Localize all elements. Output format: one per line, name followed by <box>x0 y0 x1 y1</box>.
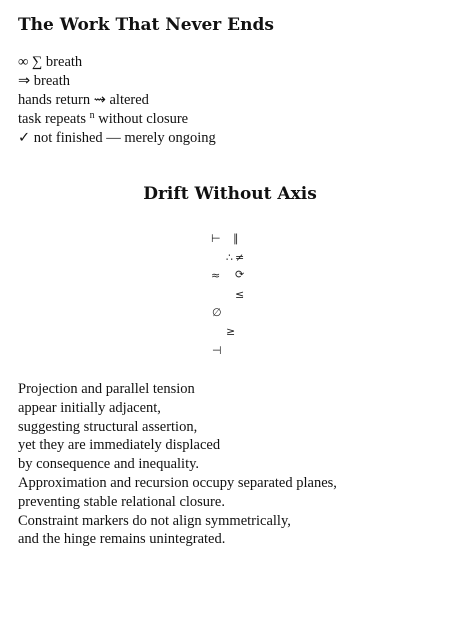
poem-line: hands return ⇝ altered <box>18 92 149 108</box>
paragraph-line: Projection and parallel tension <box>18 381 195 397</box>
glyph-left-tack: ⊣ <box>212 344 222 357</box>
glyph-parallel: ∥ <box>233 232 239 245</box>
poem-lines <box>18 53 216 148</box>
glyph-less-equal: ≤ <box>235 288 245 301</box>
superscript-n: n <box>89 110 95 121</box>
poem-line: ⇒ breath <box>18 73 71 89</box>
line-text-after: without closure <box>94 111 189 127</box>
poem-line-superscript <box>18 110 216 129</box>
glyph-greater-equal: ≥ <box>226 325 236 338</box>
glyph-therefore: ∴ <box>226 251 233 264</box>
glyph-right-tack: ⊢ <box>211 232 221 245</box>
paragraph-line: suggesting structural assertion, <box>18 418 198 435</box>
drift-paragraph <box>18 380 337 549</box>
glyph-approx: ≈ <box>211 269 221 282</box>
glyph-empty-set: ∅ <box>212 306 222 319</box>
poem-line: ∞ ∑ breath <box>18 54 83 70</box>
paragraph-line: yet they are immediately displaced <box>18 437 221 454</box>
glyph-not-equal: ≠ <box>235 251 245 264</box>
section-title-work: The Work That Never Ends <box>18 15 274 35</box>
section-title-drift: Drift Without Axis <box>143 184 317 204</box>
line-text-before: task repeats <box>18 111 90 127</box>
paragraph-line: and the hinge remains unintegrated. <box>18 531 226 548</box>
paragraph-line: by consequence and inequality. <box>18 456 200 473</box>
glyph-recursion: ⟳ <box>235 268 245 281</box>
poem-line: ✓ not finished — merely ongoing <box>18 130 216 146</box>
paragraph-line: appear initially adjacent, <box>18 399 161 416</box>
paragraph-line: preventing stable relational closure. <box>18 493 225 510</box>
paragraph-line: Approximation and recursion occupy separated planes, <box>18 474 337 491</box>
paragraph-line: Constraint markers do not align symmetrically, <box>18 512 291 529</box>
